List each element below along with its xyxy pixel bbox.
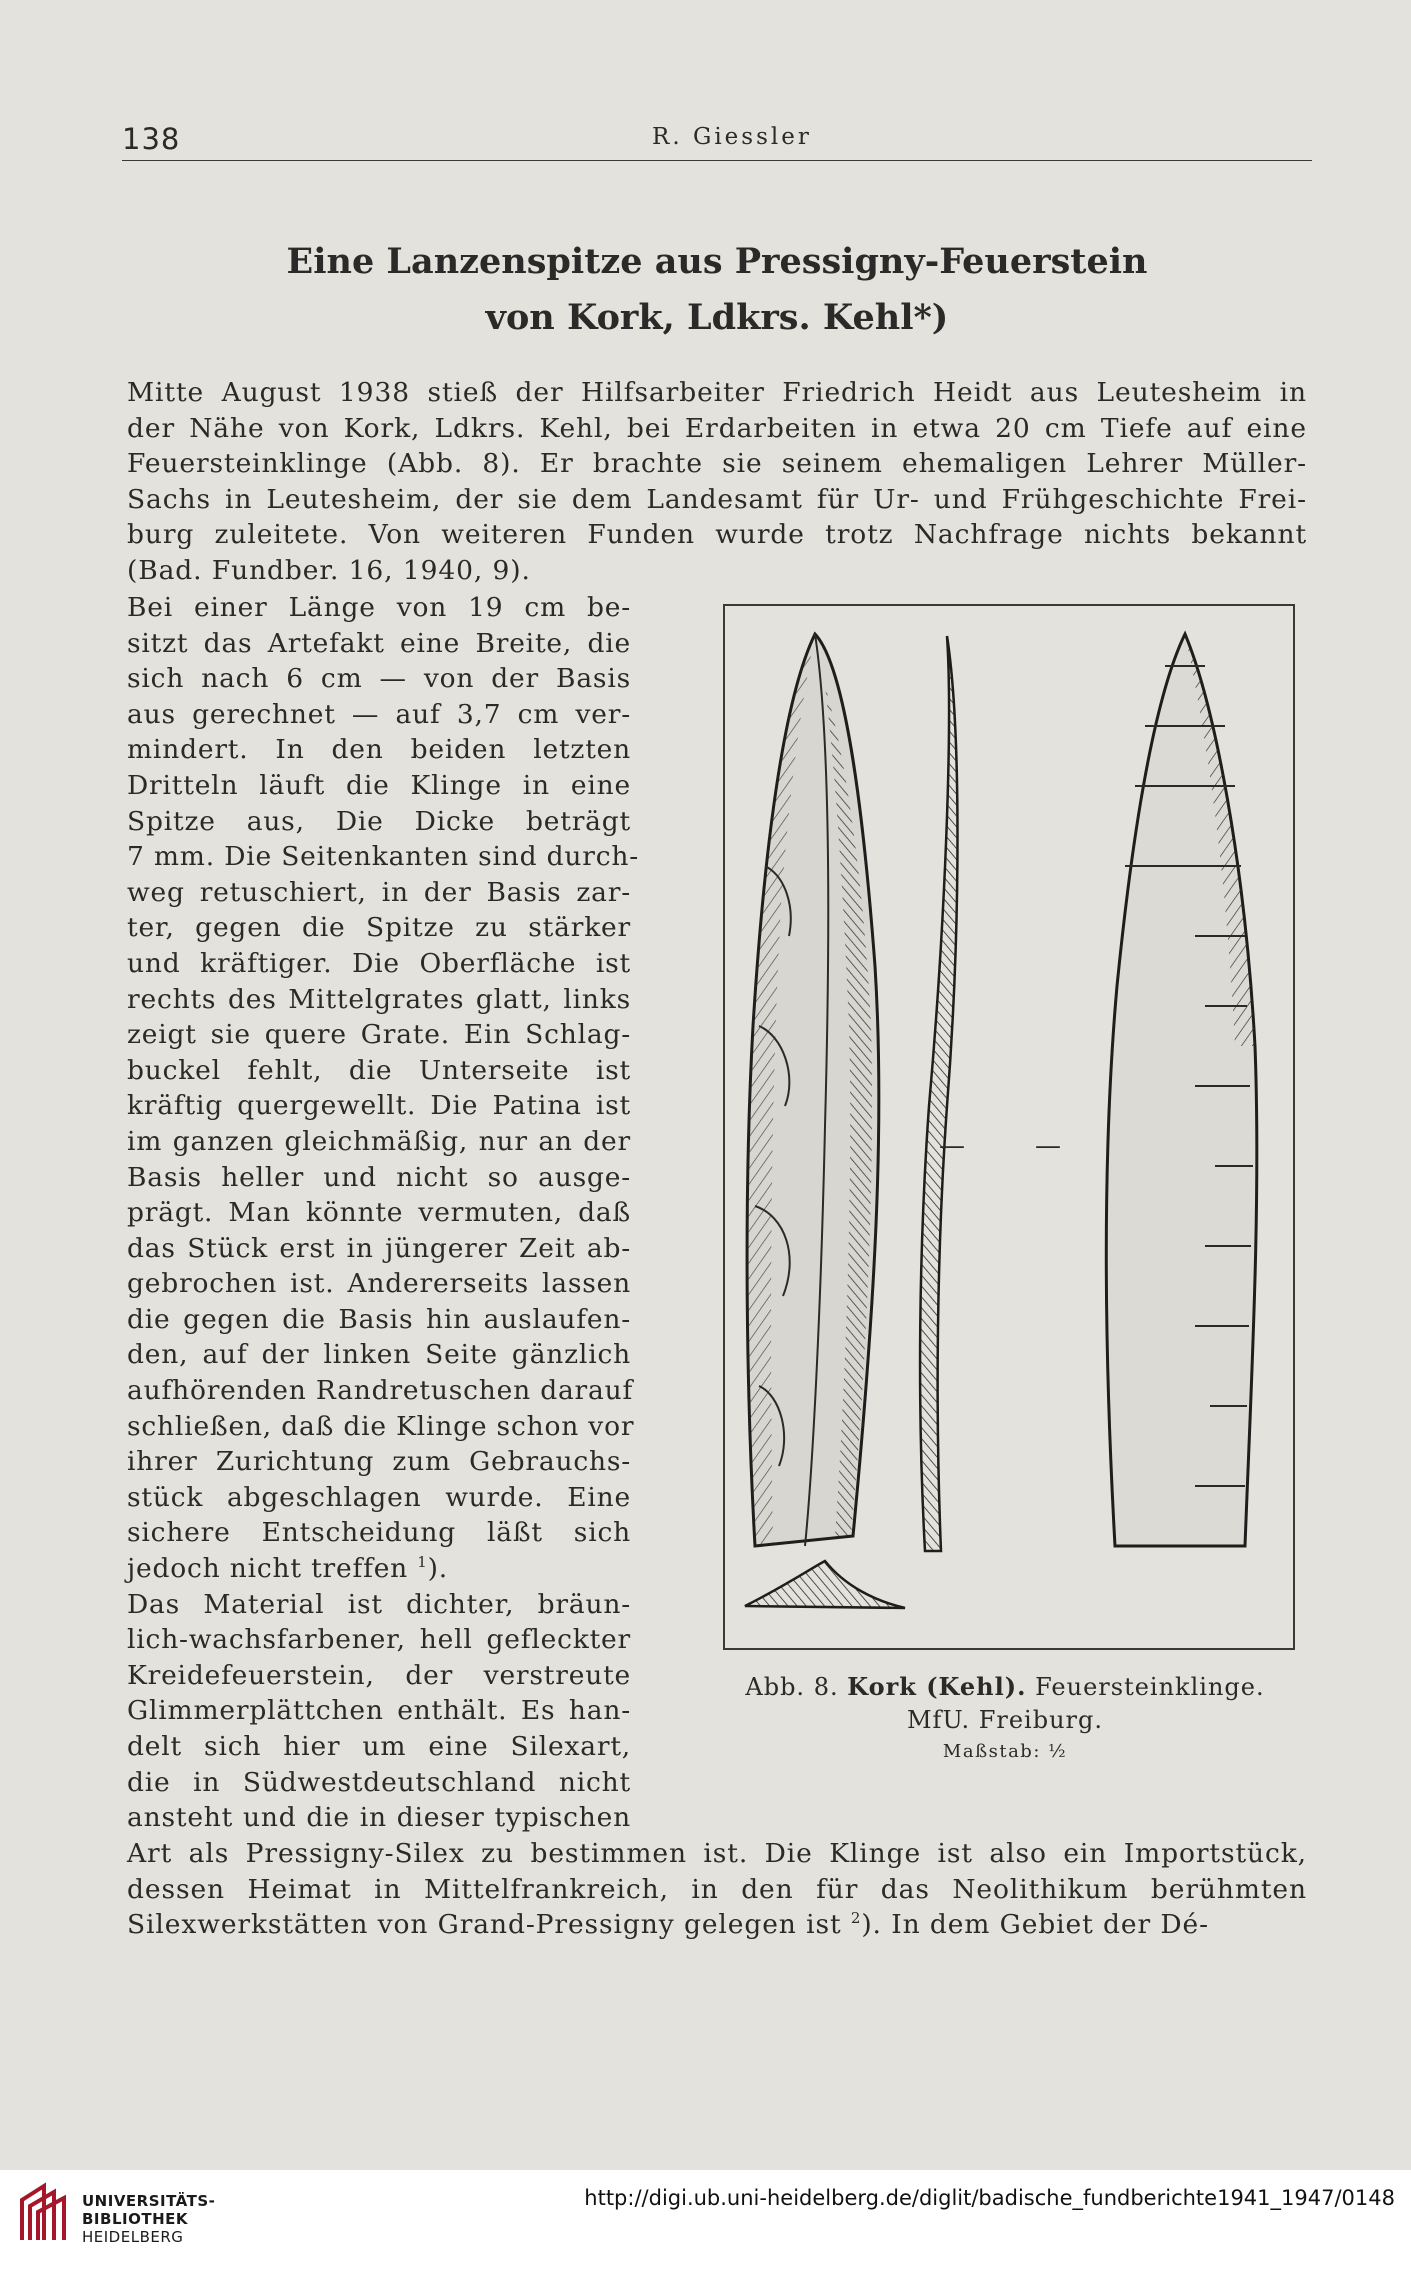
caption-object: Feuersteinklinge. xyxy=(1035,1673,1265,1701)
article-title-line-1: Eine Lanzenspitze aus Pressigny-Feuerstein xyxy=(286,241,1148,282)
text-line: stück abgeschlagen wurde. Eine xyxy=(127,1481,631,1513)
text-fragment: In dem Gebiet der Dé- xyxy=(891,1909,1209,1941)
text-line: Spitze aus, Die Dicke beträgt xyxy=(127,805,631,837)
text-line: aufhörenden Randretuschen darauf xyxy=(127,1375,634,1407)
figure-flint-blade xyxy=(723,604,1295,1650)
text-line: Sachs in Leutesheim, der sie dem Landesamt für Ur- und Frühgeschichte Frei- xyxy=(127,483,1307,515)
text-line: kräftig quergewellt. Die Patina ist xyxy=(127,1090,631,1122)
text-line: ihrer Zurichtung zum Gebrauchs- xyxy=(127,1446,631,1478)
footnote-ref-1: 1 xyxy=(417,1553,428,1572)
text-line: Feuersteinklinge (Abb. 8). Er brachte sie seinem ehemaligen Lehrer Müller- xyxy=(127,448,1307,480)
text-line: sich nach 6 cm — von der Basis xyxy=(127,663,631,695)
page-number: 138 xyxy=(122,122,181,156)
blade-back-view xyxy=(1106,634,1257,1546)
text-fragment: Silexwerkstätten von Grand-Pressigny gelegen ist xyxy=(127,1909,842,1941)
text-line: gebrochen ist. Andererseits lassen xyxy=(127,1268,631,1300)
text-line: das Stück erst in jüngerer Zeit ab- xyxy=(127,1232,631,1264)
text-line xyxy=(127,1907,1307,1943)
library-logo-icon xyxy=(14,2180,74,2246)
text-line: ter, gegen die Spitze zu stärker xyxy=(127,912,631,944)
flint-blade-drawing xyxy=(725,606,1293,1648)
text-line: delt sich hier um eine Silexart, xyxy=(127,1731,631,1762)
text-line: Glimmerplättchen enthält. Es han- xyxy=(127,1695,631,1727)
text-fragment: jedoch nicht treffen xyxy=(127,1553,409,1585)
caption-prefix: Abb. 8. xyxy=(745,1673,839,1701)
text-line: weg retuschiert, in der Basis zar- xyxy=(127,876,631,908)
text-line: buckel fehlt, die Unterseite ist xyxy=(127,1054,631,1086)
running-head-author: R. Giessler xyxy=(652,124,812,150)
source-url-link[interactable]: http://digi.ub.uni-heidelberg.de/diglit/badische_fundberichte1941_1947/0148 xyxy=(584,2186,1395,2210)
figure-mark-left: — xyxy=(939,1131,965,1161)
text-line: lich-wachsfarbener, hell gefleckter xyxy=(127,1624,631,1656)
blade-cross-section xyxy=(745,1561,905,1608)
text-line: burg zuleitete. Von weiteren Funden wurde trotz Nachfrage nichts bekannt xyxy=(127,519,1307,551)
text-line: 7 mm. Die Seitenkanten sind durch- xyxy=(127,841,639,873)
text-line: Art als Pressigny-Silex zu bestimmen ist. Die Klinge ist also ein Importstück, xyxy=(127,1838,1307,1869)
text-line: Dritteln läuft die Klinge in eine xyxy=(127,769,631,801)
text-line: dessen Heimat in Mittelfrankreich, in den für das Neolithikum berühmten xyxy=(127,1873,1307,1905)
figure-caption-scale: Maßstab: ½ xyxy=(942,1741,1068,1762)
footnote-ref-tail: ). xyxy=(427,1553,448,1585)
library-name-line-1: UNIVERSITÄTS- xyxy=(82,2192,216,2210)
text-line: rechts des Mittelgrates glatt, links xyxy=(127,983,631,1015)
continuation-paragraph xyxy=(127,1836,1307,1943)
caption-place: Kork (Kehl). xyxy=(847,1672,1027,1701)
text-line: Mitte August 1938 stieß der Hilfsarbeiter Friedrich Heidt aus Leutesheim in xyxy=(127,377,1307,408)
text-line: Bei einer Länge von 19 cm be- xyxy=(127,592,631,623)
text-line: Kreidefeuerstein, der verstreute xyxy=(127,1659,631,1691)
text-line: die in Südwestdeutschland nicht xyxy=(127,1766,631,1798)
text-line: Basis heller und nicht so ausge- xyxy=(127,1161,631,1193)
text-line: sitzt das Artefakt eine Breite, die xyxy=(127,627,631,659)
article-title-line-2: von Kork, Ldkrs. Kehl*) xyxy=(485,297,949,338)
footnote-ref-tail: ). xyxy=(861,1909,882,1941)
text-line: Das Material ist dichter, bräun- xyxy=(127,1588,631,1620)
text-line: ansteht und die in dieser typischen xyxy=(127,1802,631,1834)
running-head xyxy=(122,118,1312,161)
text-line: der Nähe von Kork, Ldkrs. Kehl, bei Erdarbeiten in etwa 20 cm Tiefe auf eine xyxy=(127,412,1307,444)
text-line: aus gerechnet — auf 3,7 cm ver- xyxy=(127,698,631,730)
blade-side-view xyxy=(920,636,957,1551)
text-line: im ganzen gleichmäßig, nur an der xyxy=(127,1125,631,1157)
text-line: die gegen die Basis hin auslaufen- xyxy=(127,1303,631,1335)
text-line: den, auf der linken Seite gänzlich xyxy=(127,1339,631,1371)
text-line xyxy=(127,1551,631,1587)
figure-mark-right: — xyxy=(1035,1131,1061,1161)
figure-caption-line-2: MfU. Freiburg. xyxy=(906,1706,1104,1734)
footnote-ref-2: 2 xyxy=(850,1909,862,1928)
text-line: prägt. Man könnte vermuten, daß xyxy=(127,1197,631,1229)
text-line: mindert. In den beiden letzten xyxy=(127,734,631,766)
text-line: schließen, daß die Klinge schon vor xyxy=(127,1410,635,1442)
library-name-line-3: HEIDELBERG xyxy=(82,2228,184,2246)
text-line: (Bad. Fundber. 16, 1940, 9). xyxy=(127,554,531,586)
intro-paragraph xyxy=(127,375,1307,589)
library-name-line-2: BIBLIOTHEK xyxy=(82,2210,188,2228)
blade-front-view xyxy=(747,634,879,1546)
text-line: und kräftiger. Die Oberfläche ist xyxy=(127,947,631,979)
left-text-column xyxy=(127,590,639,1836)
text-line: zeigt sie quere Grate. Ein Schlag- xyxy=(127,1019,631,1051)
figure-caption-line-1 xyxy=(690,1672,1320,1701)
text-line: sichere Entscheidung läßt sich xyxy=(127,1517,631,1549)
